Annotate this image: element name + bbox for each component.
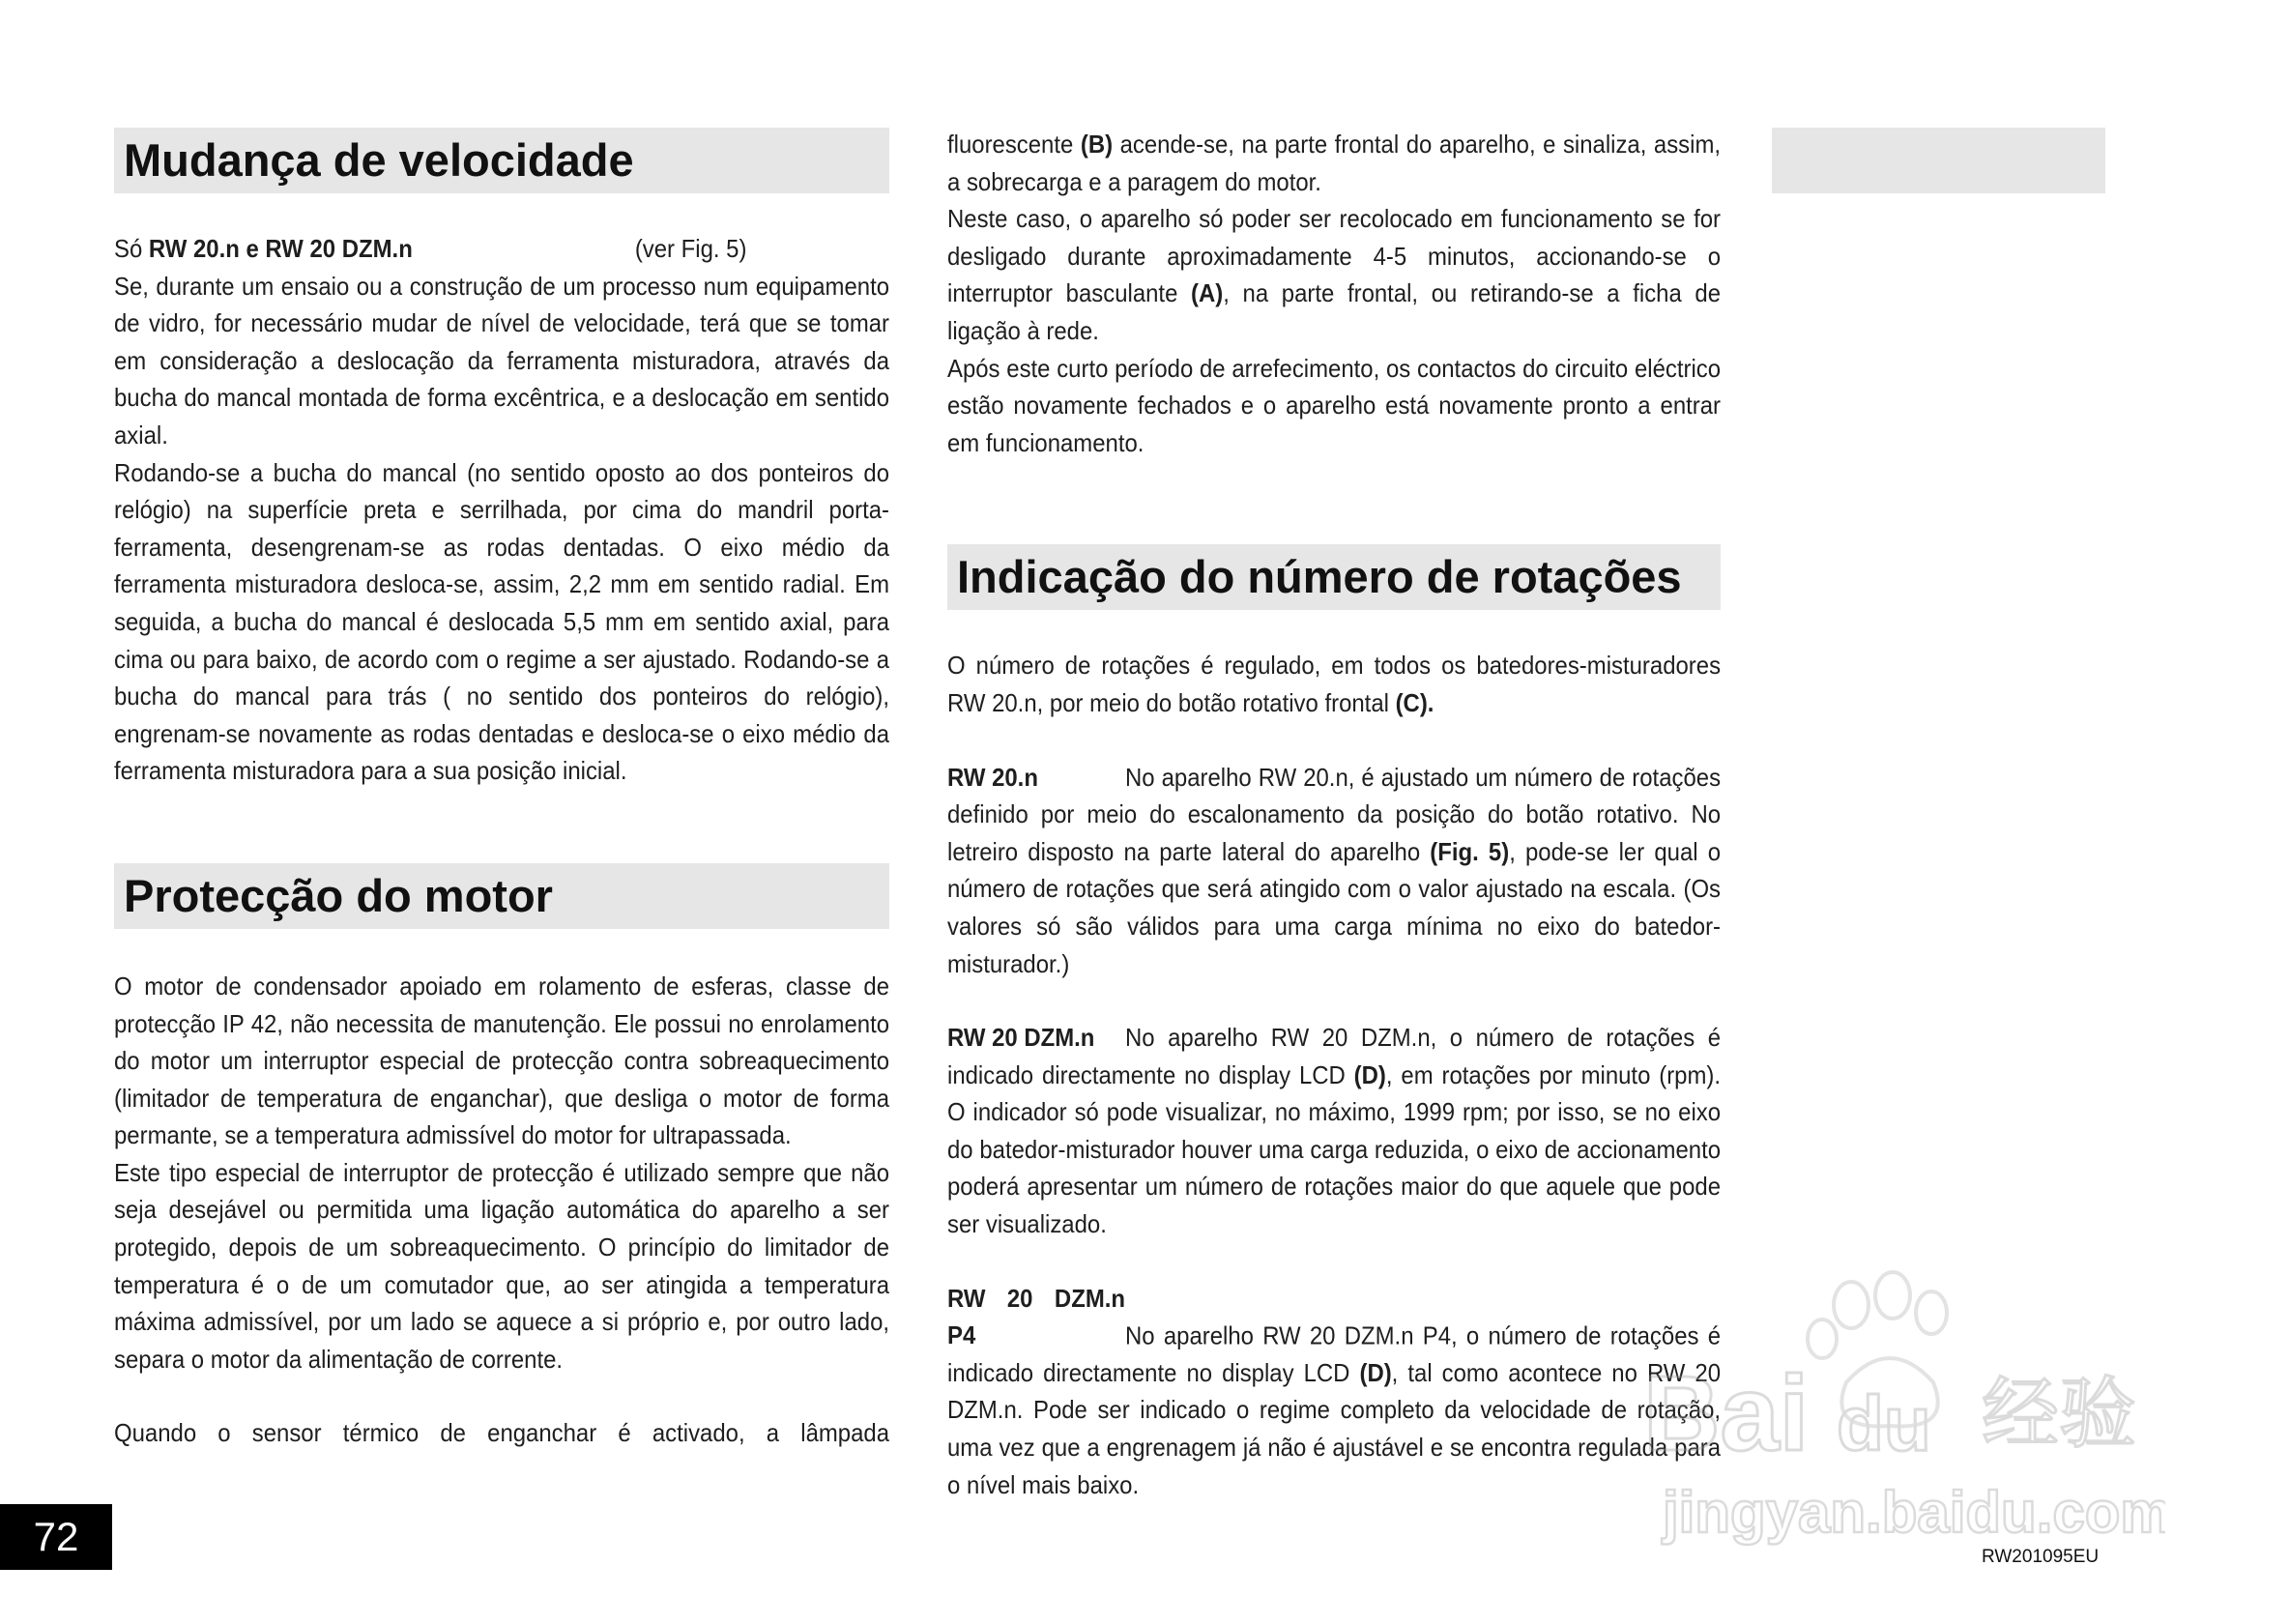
page-number: 72 <box>0 1504 112 1570</box>
heading-speed-change: Mudança de velocidade <box>114 128 889 193</box>
baidu-watermark <box>1643 1266 2165 1556</box>
speed-models-line: Só RW 20.n e RW 20 DZM.n (ver Fig. 5) <box>114 234 747 263</box>
left-column <box>114 128 889 1452</box>
speed-paragraph-1: Se, durante um ensaio ou a construção de um processo num equipamento de vidro, for necessário mudar de nível de velocidade, terá que se tomar em consideração a deslocação da ferramenta misturadora, através da bucha do mancal montada de forma excêntrica, e a deslocação em sentido axial. <box>114 271 890 450</box>
rotation-intro: O número de rotações é regulado, em todos os batedores-misturadores RW 20.n, por meio do botão rotativo frontal (C). <box>947 651 1722 717</box>
baidu-paw-logo-icon <box>1643 1266 2165 1556</box>
right-header-bar <box>1772 128 2105 193</box>
model-label-rw20dzmn: RW 20 DZM.n <box>947 1023 1095 1053</box>
continued-paragraph-2: Neste caso, o aparelho só poder ser recolocado em funcionamento se for desligado durante aproximadamente 4-5 minutos, accionando-se o interruptor basculante (A), na parte frontal, ou retirando-se a ficha de ligação à rede. <box>947 204 1722 345</box>
model-rw20n-paragraph: RW 20.n No aparelho RW 20.n, é ajustado um número de rotações definido por meio do escalonamento da posição do botão rotativo. No letreiro disposto na parte lateral do aparelho (Fig. 5), pode-se ler qual o número de rotações que será atingido com o valor ajustado na escala. (Os valores só são válidos para uma carga mínima no eixo do batedor-misturador.) <box>947 759 1721 983</box>
heading-rotation-display: Indicação do número de rotações <box>947 544 1721 610</box>
model-rw20dzmn-paragraph: RW 20 DZM.n No aparelho RW 20 DZM.n, o número de rotações é indicado directamente no display LCD (D), em rotações por minuto (rpm). O indicador só pode visualizar, no máximo, 1999 rpm; por isso, se no eixo do batedor-misturador houver uma carga reduzida, o eixo de accionamento poderá apresentar um número de rotações maior do que aquele que pode ser visualizado. <box>947 1019 1721 1243</box>
right-column <box>947 126 1721 1503</box>
model-label-rw20dzmnp4: RW 20 DZM.n P4 <box>947 1283 1125 1350</box>
speed-paragraph-2: Rodando-se a bucha do mancal (no sentido oposto ao dos ponteiros do relógio) na superfície preta e serrilhada, por cima do mandril porta-ferramenta, desengrenam-se as rodas dentadas. O eixo médio da ferramenta misturadora desloca-se, assim, 2,2 mm em sentido radial. Em seguida, a bucha do mancal é deslocada 5,5 mm em sentido axial, para cima ou para baixo, de acordo com o regime a ser ajustado. Rodando-se a bucha do mancal para trás ( no sentido dos ponteiros do relógio), engrenam-se novamente as rodas dentadas e desloca-se o eixo médio da ferramenta misturadora para a sua posição inicial. <box>114 457 890 786</box>
watermark-bai: Bai <box>1643 1354 1810 1473</box>
watermark-du: du <box>1837 1380 1931 1466</box>
continued-paragraph-1: fluorescente (B) acende-se, na parte frontal do aparelho, e sinaliza, assim, a sobrecarga e a paragem do motor. <box>947 130 1722 196</box>
motor-paragraph-1: O motor de condensador apoiado em rolamento de esferas, classe de protecção IP 42, não necessita de manutenção. Ele possui no enrolamento do motor um interruptor especial de protecção contra sobreaquecimento (limitador de temperatura de enganchar), que desliga o motor de forma permante, se a temperatura admissível do motor for ultrapassada. <box>114 971 890 1150</box>
motor-paragraph-2: Este tipo especial de interruptor de protecção é utilizado sempre que não seja desejável ou permitida uma ligação automática do aparelho a ser protegido, depois de um sobreaquecimento. O princípio do limitador de temperatura é o de um comutador que, ao ser atingida a temperatura máxima admissível, por um lado se aquece a si próprio e, por outro lado, separa o motor da alimentação de corrente. <box>114 1157 890 1374</box>
model-label-rw20n: RW 20.n <box>947 762 1038 792</box>
heading-motor-protection: Protecção do motor <box>114 863 889 929</box>
model-rw20dzmnp4-paragraph: RW 20 DZM.n P4 No aparelho RW 20 DZM.n P4, o número de rotações é indicado directamente no display LCD (D), tal como acontece no RW 20 DZM.n. Pode ser indicado o regime completo da velocidade de rotação, uma vez que a engrenagem já não é ajustável e se encontra regulada para o nível mais baixo. <box>947 1280 1721 1504</box>
watermark-url: jingyan.baidu.com <box>1663 1480 2165 1545</box>
motor-paragraph-3: Quando o sensor térmico de enganchar é activado, a lâmpada <box>114 1418 890 1448</box>
continued-paragraph-3: Após este curto período de arrefecimento, os contactos do circuito eléctrico estão novamente fechados e o aparelho está novamente pronto a entrar em funcionamento. <box>947 353 1722 457</box>
document-code: RW201095EU <box>1982 1547 2100 1567</box>
watermark-jingyan-cn: 经验 <box>1982 1369 2136 1459</box>
